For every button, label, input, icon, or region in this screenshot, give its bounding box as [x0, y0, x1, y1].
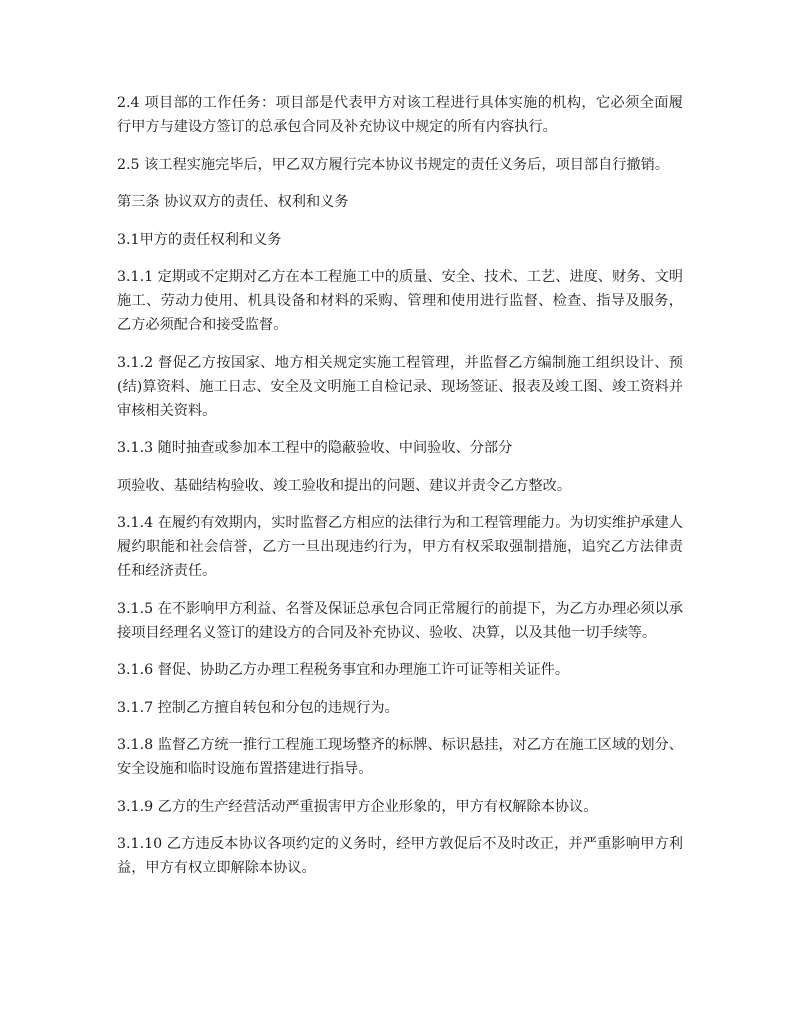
- paragraph-3-1-6: 3.1.6 督促、协助乙方办理工程税务事宜和办理施工许可证等相关证件。: [117, 662, 570, 678]
- paragraph-3-1-2: 3.1.2 督促乙方按国家、地方相关规定实施工程管理，并监督乙方编制施工组织设计、预(结)算资料、施工日志、安全及文明施工自检记录、现场签证、报表及竣工图、竣工资料并审核相关资料。: [117, 354, 683, 419]
- paragraph-3-1-9: 3.1.9 乙方的生产经营活动严重损害甲方企业形象的，甲方有权解除本协议。: [117, 798, 598, 815]
- paragraph-2-5: 2.5 该工程实施完毕后，甲乙双方履行完本协议书规定的责任义务后，项目部自行撤销。: [117, 156, 670, 173]
- paragraph-3-1-4: 3.1.4 在履约有效期内，实时监督乙方相应的法律行为和工程管理能力。为切实维护承建人履约职能和社会信誉，乙方一旦出现违约行为，甲方有权采取强制措施，追究乙方法律责任和经济责任。: [117, 515, 683, 579]
- paragraph-3-1-8: 3.1.8 监督乙方统一推行工程施工现场整齐的标牌、标识悬挂，对乙方在施工区域的划分、安全设施和临时设施布置搭建进行指导。: [117, 737, 683, 777]
- paragraph-3-1-10: 3.1.10 乙方违反本协议各项约定的义务时，经甲方敦促后不及时改正，并严重影响甲方利益，甲方有权立即解除本协议。: [117, 836, 683, 876]
- paragraph-3-1-5: 3.1.5 在不影响甲方利益、名誉及保证总承包合同正常履行的前提下，为乙方办理必须以承接项目经理名义签订的建设方的合同及补充协议、验收、决算，以及其他一切手续等。: [117, 600, 683, 641]
- document-body: [117, 91, 683, 894]
- paragraph-3-1-7: 3.1.7 控制乙方擅自转包和分包的违规行为。: [117, 699, 399, 716]
- paragraph-3-1-3-continued: 项验收、基础结构验收、竣工验收和提出的问题、建议并责令乙方整改。: [117, 477, 572, 494]
- paragraph-3-1-1: 3.1.1 定期或不定期对乙方在本工程施工中的质量、安全、技术、工艺、进度、财务、文明施工、劳动力使用、机具设备和材料的采购、管理和使用进行监督、检查、指导及服务，乙方必须配合和接受监督。: [117, 269, 683, 333]
- section-heading-article-3: 第三条 协议双方的责任、权利和义务: [117, 194, 349, 210]
- subsection-heading-3-1: 3.1甲方的责任权利和义务: [117, 231, 282, 248]
- paragraph-2-4: 2.4 项目部的工作任务：项目部是代表甲方对该工程进行具体实施的机构，它必须全面履行甲方与建设方签订的总承包合同及补充协议中规定的所有内容执行。: [117, 95, 683, 135]
- paragraph-3-1-3: 3.1.3 随时抽查或参加本工程中的隐蔽验收、中间验收、分部分: [117, 440, 513, 456]
